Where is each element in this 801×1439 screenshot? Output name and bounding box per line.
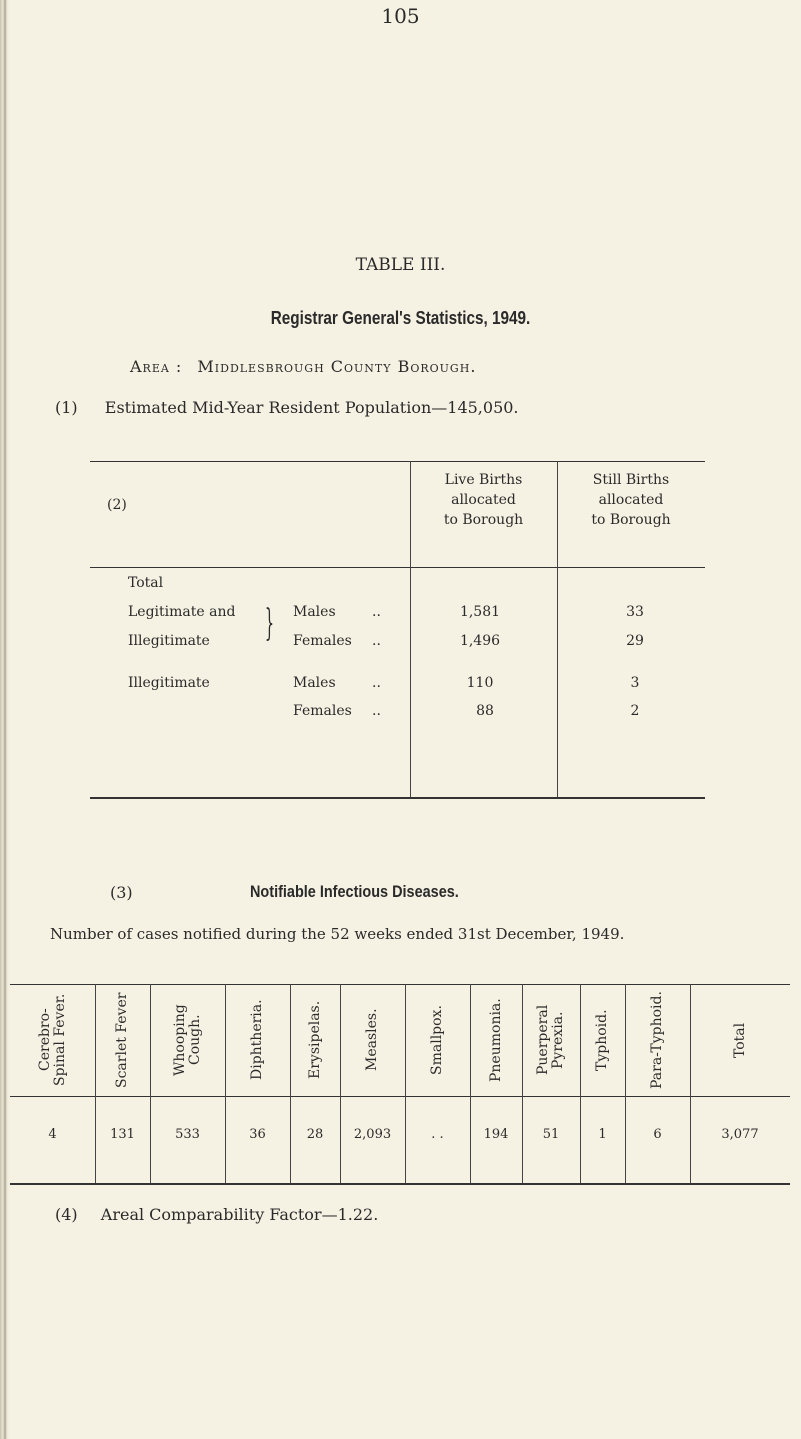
leader-dots: ..	[372, 604, 381, 620]
total-label: Total	[128, 575, 164, 591]
column-header	[522, 990, 580, 1090]
header-line: allocated	[451, 492, 516, 508]
case-count: . .	[431, 1127, 444, 1142]
sex-label: Males	[293, 675, 336, 691]
live-births-value: 88	[476, 703, 494, 719]
sex-label: Males	[293, 604, 336, 620]
case-count: 36	[249, 1127, 266, 1142]
case-count: 4	[48, 1127, 57, 1142]
live-births-value: 110	[466, 675, 494, 691]
table-rule	[90, 461, 705, 462]
column-header-label: Diphtheria.	[249, 999, 265, 1081]
table-title: TABLE III.	[355, 255, 446, 275]
sex-label: Females	[293, 703, 352, 719]
column-header	[690, 990, 790, 1090]
table-rule	[90, 797, 705, 799]
table-rule	[10, 1183, 790, 1185]
section-3-number: (3)	[110, 883, 133, 902]
column-header	[10, 990, 95, 1090]
still-births-value: 33	[626, 604, 644, 620]
column-header	[580, 990, 625, 1090]
comparability-factor-text: Areal Comparability Factor—1.22.	[100, 1205, 379, 1224]
population-text: Estimated Mid-Year Resident Population—145,050.	[104, 398, 519, 417]
live-births-value: 1,496	[459, 633, 501, 649]
page-binding-edge	[0, 0, 10, 1439]
column-header-label: Total	[731, 1022, 748, 1058]
section-3-title: Notifiable Infectious Diseases.	[250, 882, 459, 901]
case-count: 2,093	[353, 1127, 392, 1142]
group-label: Illegitimate	[128, 675, 210, 691]
case-count: 28	[306, 1127, 324, 1142]
page-number: 105	[381, 4, 420, 28]
area-line	[130, 357, 476, 376]
header-line: Still Births	[592, 472, 670, 488]
table-rule	[90, 567, 705, 568]
header-line: Live Births	[444, 472, 523, 488]
column-header	[340, 990, 405, 1090]
column-header	[225, 990, 290, 1090]
group-label: Legitimate and	[128, 604, 236, 620]
leader-dots: ..	[372, 675, 381, 691]
case-count: 131	[110, 1127, 135, 1142]
column-header-label: Para-Typhoid.	[649, 991, 665, 1089]
still-births-value: 3	[630, 675, 640, 691]
still-births-value: 29	[626, 633, 644, 649]
column-header	[290, 990, 340, 1090]
section-3-caption: Number of cases notified during the 52 weeks ended 31st December, 1949.	[50, 925, 625, 943]
table-rule	[10, 984, 790, 985]
live-births-value: 1,581	[459, 604, 501, 620]
header-live-births	[410, 470, 557, 530]
column-header-label: Cerebro-Spinal Fever.	[36, 993, 68, 1087]
column-header-label: Erysipelas.	[306, 1000, 323, 1080]
column-header-label: Whooping Cough.	[171, 1004, 203, 1076]
leader-dots: ..	[372, 633, 381, 649]
brace-icon: }	[264, 603, 275, 644]
header-still-births	[557, 470, 705, 530]
column-header	[95, 990, 150, 1090]
column-header-label: Measles.	[364, 1008, 380, 1072]
column-header	[625, 990, 690, 1090]
still-births-value: 2	[630, 703, 640, 719]
column-header-label: Pneumonia.	[487, 998, 504, 1082]
header-line: to Borough	[443, 512, 524, 528]
subtitle: Registrar General's Statistics, 1949.	[270, 308, 531, 328]
area-label: Area :	[130, 357, 183, 376]
area-value: Middlesbrough County Borough.	[197, 357, 477, 376]
column-header	[470, 990, 522, 1090]
section-2-number: (2)	[107, 497, 127, 513]
column-header-label: Puerperal Pyrexia.	[535, 1004, 566, 1076]
section-4	[55, 1205, 378, 1224]
case-count: 533	[175, 1127, 200, 1142]
group-label: Illegitimate	[128, 633, 210, 649]
header-line: allocated	[598, 492, 664, 508]
sex-label: Females	[293, 633, 352, 649]
section-4-number: (4)	[55, 1205, 78, 1224]
column-header	[150, 990, 225, 1090]
table-rule	[10, 1096, 790, 1097]
column-header-label: Typhoid.	[594, 1009, 610, 1071]
column-header-label: Scarlet Fever	[114, 992, 130, 1088]
case-count: 194	[483, 1127, 509, 1142]
column-header	[405, 990, 470, 1090]
section-1	[55, 398, 519, 417]
header-line: to Borough	[591, 512, 671, 528]
case-count: 6	[653, 1127, 662, 1142]
leader-dots: ..	[372, 703, 381, 719]
case-count: 51	[542, 1127, 560, 1142]
case-count: 1	[598, 1127, 607, 1142]
column-header-label: Smallpox.	[429, 1005, 445, 1075]
section-1-number: (1)	[55, 398, 78, 417]
case-count: 3,077	[721, 1127, 759, 1142]
